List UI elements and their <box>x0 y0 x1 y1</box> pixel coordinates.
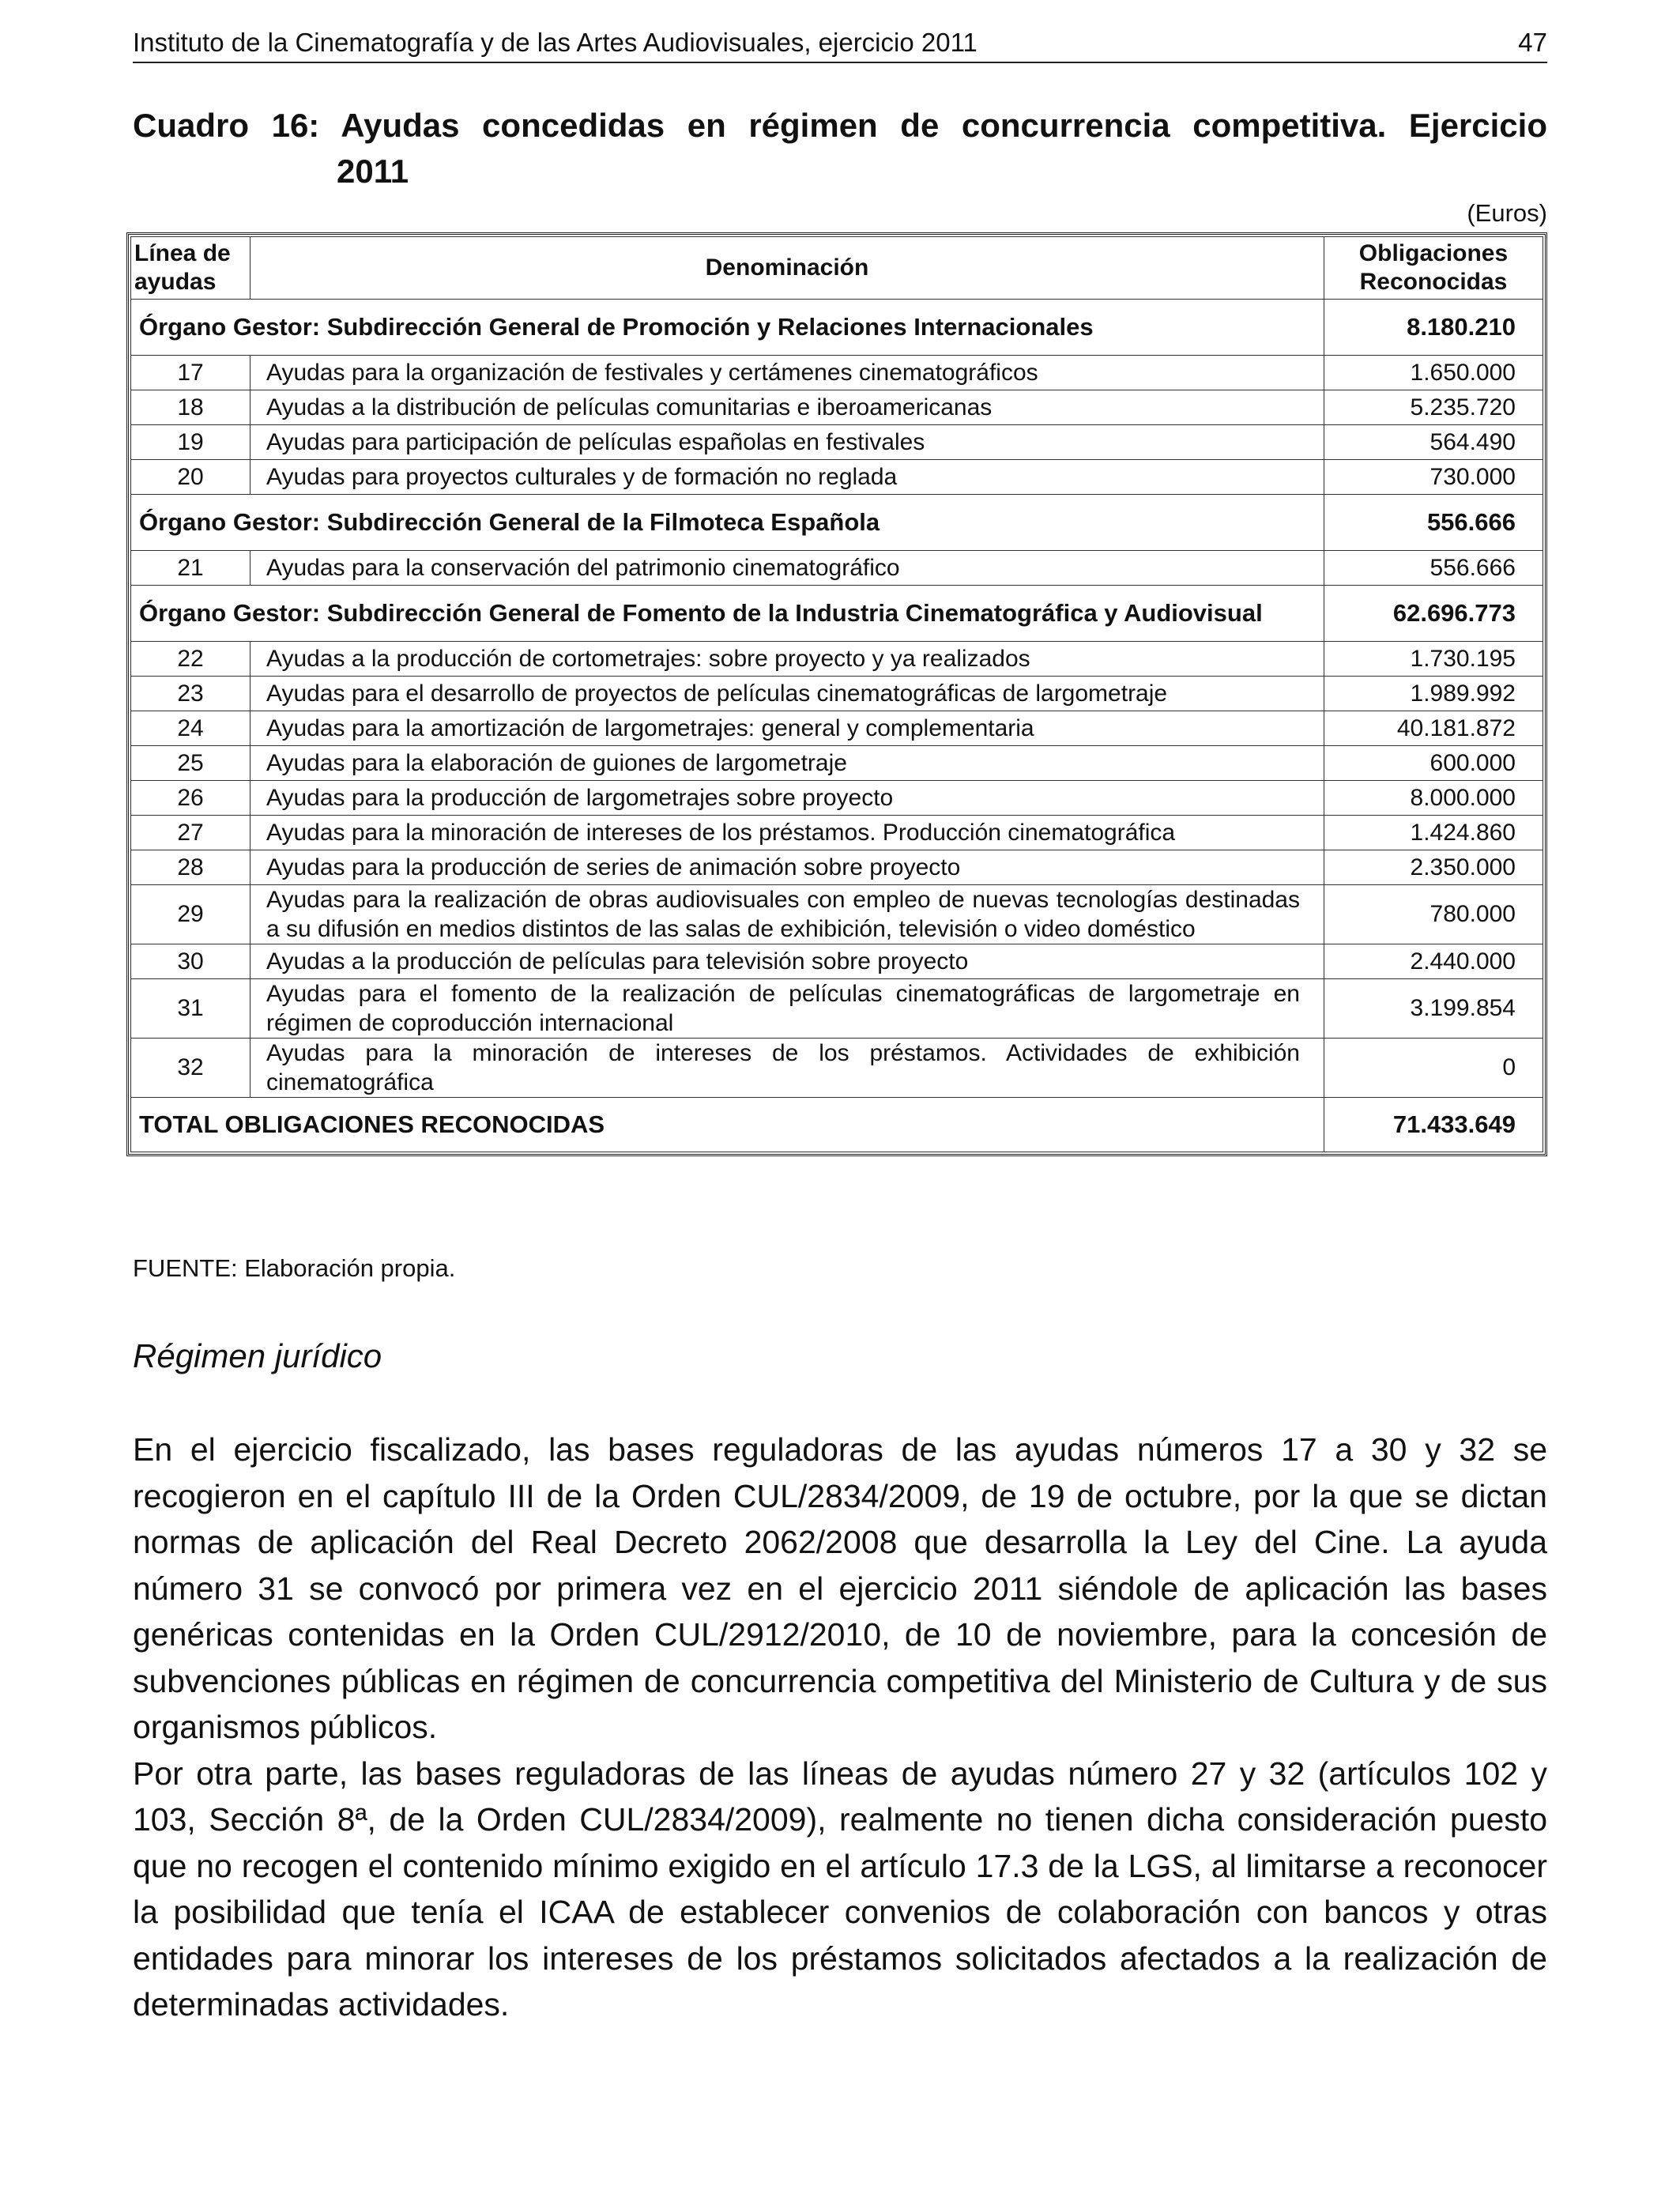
header-title: Instituto de la Cinematografía y de las Artes Audiovisuales, ejercicio 2011 <box>133 28 977 57</box>
row-denomination: Ayudas a la distribución de películas comunitarias e iberoamericanas <box>250 390 1324 425</box>
row-line-number: 31 <box>131 979 250 1039</box>
table-body <box>131 300 1543 1152</box>
row-denomination: Ayudas para participación de películas españolas en festivales <box>250 425 1324 460</box>
row-amount: 730.000 <box>1324 460 1543 495</box>
row-amount: 5.235.720 <box>1324 390 1543 425</box>
row-denomination: Ayudas para la producción de series de animación sobre proyecto <box>250 850 1324 885</box>
paragraph: En el ejercicio fiscalizado, las bases reguladoras de las ayudas números 17 a 30 y 32 se recogieron en el capítulo III de la Orden CUL/2834/2009, de 19 de octubre, por la que se dictan normas de aplicación del Real Decreto 2062/2008 que desarrolla la Ley del Cine. La ayuda número 31 se convocó por primera vez en el ejercicio 2011 siéndole de aplicación las bases genéricas contenidas en la Orden CUL/2912/2010, de 10 de noviembre, para la concesión de subvenciones públicas en régimen de concurrencia competitiva del Ministerio de Cultura y de sus organismos públicos. <box>133 1431 1547 1745</box>
row-denomination: Ayudas para la producción de largometrajes sobre proyecto <box>250 781 1324 816</box>
row-amount: 600.000 <box>1324 746 1543 781</box>
aid-table <box>130 236 1543 1152</box>
table-row <box>131 390 1543 425</box>
row-line-number: 18 <box>131 390 250 425</box>
row-amount: 40.181.872 <box>1324 711 1543 746</box>
table-row <box>131 781 1543 816</box>
table-row <box>131 885 1543 944</box>
col-header-amount: Obligaciones Reconocidas <box>1324 237 1543 300</box>
row-line-number: 25 <box>131 746 250 781</box>
table-row <box>131 551 1543 586</box>
group-amount: 556.666 <box>1324 495 1543 551</box>
table-header-row <box>131 237 1543 300</box>
table-row <box>131 816 1543 850</box>
row-line-number: 23 <box>131 677 250 711</box>
row-line-number: 21 <box>131 551 250 586</box>
row-amount: 2.350.000 <box>1324 850 1543 885</box>
table-row <box>131 944 1543 979</box>
row-line-number: 17 <box>131 356 250 390</box>
table-row <box>131 711 1543 746</box>
group-row <box>131 495 1543 551</box>
row-line-number: 19 <box>131 425 250 460</box>
group-label: Órgano Gestor: Subdirección General de Promoción y Relaciones Internacionales <box>131 300 1324 356</box>
table-row <box>131 677 1543 711</box>
group-amount: 8.180.210 <box>1324 300 1543 356</box>
row-denomination: Ayudas a la producción de películas para televisión sobre proyecto <box>250 944 1324 979</box>
page-number: 47 <box>1518 28 1547 57</box>
row-denomination: Ayudas para la elaboración de guiones de largometraje <box>250 746 1324 781</box>
table-row <box>131 460 1543 495</box>
col-header-denomination: Denominación <box>250 237 1324 300</box>
row-amount: 564.490 <box>1324 425 1543 460</box>
table-row <box>131 979 1543 1039</box>
row-amount: 556.666 <box>1324 551 1543 586</box>
row-line-number: 29 <box>131 885 250 944</box>
group-row <box>131 586 1543 642</box>
table-row <box>131 356 1543 390</box>
group-row <box>131 300 1543 356</box>
total-amount: 71.433.649 <box>1324 1098 1543 1152</box>
row-amount: 1.424.860 <box>1324 816 1543 850</box>
row-amount: 3.199.854 <box>1324 979 1543 1039</box>
row-line-number: 26 <box>131 781 250 816</box>
group-label: Órgano Gestor: Subdirección General de la Filmoteca Española <box>131 495 1324 551</box>
row-denomination: Ayudas para el fomento de la realización de películas cinematográficas de largometraje en régimen de coproducción internacional <box>250 979 1324 1039</box>
row-denomination: Ayudas para la organización de festivales y certámenes cinematográficos <box>250 356 1324 390</box>
row-amount: 0 <box>1324 1039 1543 1098</box>
section-heading: Régimen jurídico <box>133 1337 382 1374</box>
group-amount: 62.696.773 <box>1324 586 1543 642</box>
group-label: Órgano Gestor: Subdirección General de Fomento de la Industria Cinematográfica y Audiovisual <box>131 586 1324 642</box>
running-header <box>133 24 1547 63</box>
table-units: (Euros) <box>1467 199 1547 227</box>
row-line-number: 24 <box>131 711 250 746</box>
table-caption-line2: 2011 <box>337 153 409 190</box>
row-line-number: 27 <box>131 816 250 850</box>
table-row <box>131 642 1543 677</box>
table-row <box>131 425 1543 460</box>
row-denomination: Ayudas para la conservación del patrimonio cinematográfico <box>250 551 1324 586</box>
row-amount: 2.440.000 <box>1324 944 1543 979</box>
row-amount: 780.000 <box>1324 885 1543 944</box>
row-denomination: Ayudas para la minoración de intereses de los préstamos. Producción cinematográfica <box>250 816 1324 850</box>
total-row <box>131 1098 1543 1152</box>
row-amount: 8.000.000 <box>1324 781 1543 816</box>
row-denomination: Ayudas a la producción de cortometrajes: sobre proyecto y ya realizados <box>250 642 1324 677</box>
row-denomination: Ayudas para proyectos culturales y de formación no reglada <box>250 460 1324 495</box>
table-caption: Cuadro 16: Ayudas concedidas en régimen de concurrencia competitiva. Ejercicio <box>133 107 1547 144</box>
aid-table-frame <box>126 232 1547 1156</box>
table-row <box>131 850 1543 885</box>
table-source: FUENTE: Elaboración propia. <box>133 1254 456 1282</box>
row-amount: 1.650.000 <box>1324 356 1543 390</box>
row-denomination: Ayudas para la realización de obras audiovisuales con empleo de nuevas tecnologías destinadas a su difusión en medios distintos de las salas de exhibición, televisión o video doméstico <box>250 885 1324 944</box>
table-row <box>131 1039 1543 1098</box>
row-line-number: 22 <box>131 642 250 677</box>
row-line-number: 32 <box>131 1039 250 1098</box>
total-label: TOTAL OBLIGACIONES RECONOCIDAS <box>131 1098 1324 1152</box>
row-line-number: 20 <box>131 460 250 495</box>
row-denomination: Ayudas para el desarrollo de proyectos de películas cinematográficas de largometraje <box>250 677 1324 711</box>
row-amount: 1.989.992 <box>1324 677 1543 711</box>
row-line-number: 30 <box>131 944 250 979</box>
row-line-number: 28 <box>131 850 250 885</box>
paragraph: Por otra parte, las bases reguladoras de las líneas de ayudas número 27 y 32 (artículos 102 y 103, Sección 8ª, de la Orden CUL/2834/2009), realmente no tienen dicha consideración puesto que no recogen el contenido mínimo exigido en el artículo 17.3 de la LGS, al limitarse a reconocer la posibilidad que tenía el ICAA de establecer convenios de colaboración con bancos y otras entidades para minorar los intereses de los préstamos solicitados afectados a la realización de determinadas actividades. <box>133 1755 1547 2022</box>
col-header-line: Línea de ayudas <box>131 237 250 300</box>
row-denomination: Ayudas para la minoración de intereses de los préstamos. Actividades de exhibición cinematográfica <box>250 1039 1324 1098</box>
row-denomination: Ayudas para la amortización de largometrajes: general y complementaria <box>250 711 1324 746</box>
body-text <box>133 1427 1547 2028</box>
table-row <box>131 746 1543 781</box>
row-amount: 1.730.195 <box>1324 642 1543 677</box>
